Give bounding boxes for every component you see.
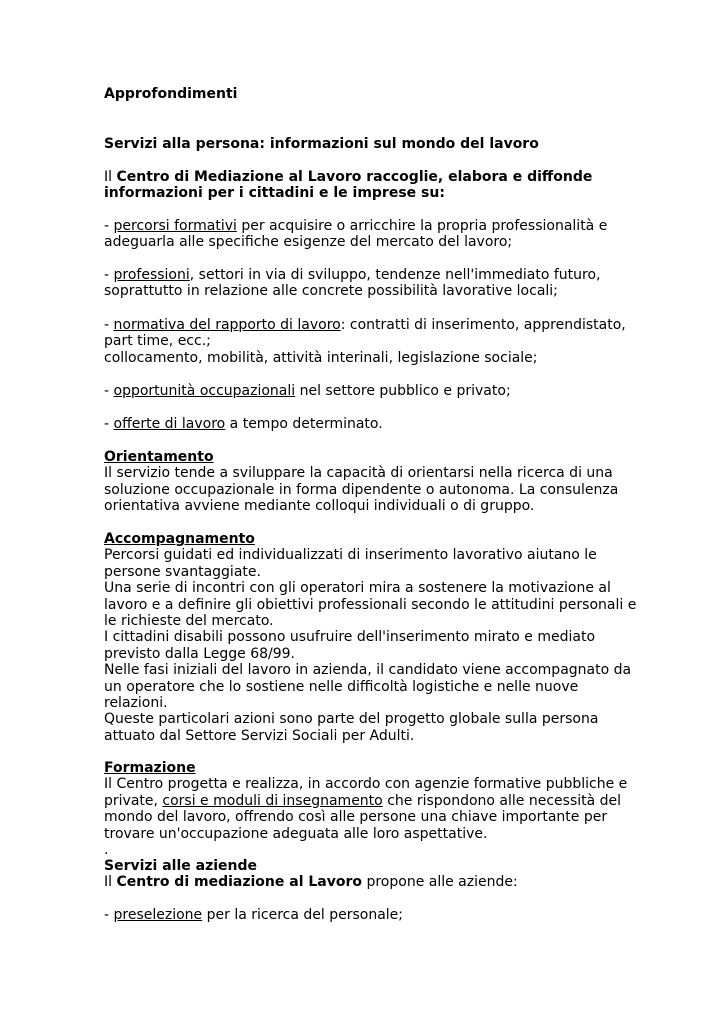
intro-bold-line-2: informazioni per i cittadini e le imprese su: xyxy=(104,185,445,202)
bullet-continuation: collocamento, mobilità, attività interinali, legislazione sociale; xyxy=(104,349,538,366)
formazione-dot: . xyxy=(104,842,109,859)
bullet-continuation: adeguarla alle specifiche esigenze del mercato del lavoro; xyxy=(104,234,513,251)
accompagnamento-line: un operatore che lo sostiene nelle difficoltà logistiche e nelle nuove xyxy=(104,678,579,695)
bullet-text: per acquisire o arricchire la propria professionalità e xyxy=(241,218,608,234)
link-percorsi-formativi[interactable]: percorsi formativi xyxy=(113,218,237,234)
bullet-text: per la ricerca del personale; xyxy=(206,907,404,923)
bullet-percorsi-formativi xyxy=(104,218,624,251)
accompagnamento-line: lavoro e a definire gli obiettivi professionali secondo le attitudini personali e xyxy=(104,596,637,613)
accompagnamento-line: persone svantaggiate. xyxy=(104,563,261,580)
bullet-dash: - xyxy=(104,218,110,234)
page-heading: Approfondimenti xyxy=(104,86,238,102)
bullet-professioni xyxy=(104,267,624,300)
accompagnamento-line: I cittadini disabili possono usufruire dell'inserimento mirato e mediato xyxy=(104,629,596,646)
orientamento-line: soluzione occupazionale in forma dipendente o autonoma. La consulenza xyxy=(104,481,619,498)
aziende-post: propone alle aziende: xyxy=(366,874,518,891)
accompagnamento-line: Queste particolari azioni sono parte del progetto globale sulla persona xyxy=(104,711,599,728)
link-corsi-moduli-insegnamento[interactable]: corsi e moduli di insegnamento xyxy=(162,792,383,809)
accompagnamento-line: relazioni. xyxy=(104,695,168,712)
bullet-dash: - xyxy=(104,267,110,283)
bullet-text: , settori in via di sviluppo, tendenze nell'immediato futuro, xyxy=(189,267,601,283)
bullet-dash: - xyxy=(104,383,110,399)
formazione-line: mondo del lavoro, offrendo così alle persone una chiave importante per xyxy=(104,809,608,826)
aziende-bold: Centro di mediazione al Lavoro xyxy=(116,874,363,891)
accompagnamento-line: le richieste del mercato. xyxy=(104,613,274,630)
aziende-title: Servizi alle aziende xyxy=(104,858,258,874)
section-servizi-aziende xyxy=(104,858,624,891)
accompagnamento-line: Percorsi guidati ed individualizzati di inserimento lavorativo aiutano le xyxy=(104,547,597,564)
accompagnamento-title: Accompagnamento xyxy=(104,531,255,547)
bullet-dash: - xyxy=(104,416,110,432)
section-formazione xyxy=(104,760,628,859)
link-preselezione[interactable]: preselezione xyxy=(113,907,203,923)
section-title: Servizi alla persona: informazioni sul mondo del lavoro xyxy=(104,136,539,152)
formazione-line: trovare un'occupazione adeguata alle loro aspettative. xyxy=(104,825,488,842)
bullet-text: nel settore pubblico e privato; xyxy=(299,383,511,399)
bullet-text: : contratti di inserimento, apprendistato, xyxy=(340,317,626,333)
orientamento-line: Il servizio tende a sviluppare la capacità di orientarsi nella ricerca di una xyxy=(104,465,613,482)
aziende-pre: Il xyxy=(104,874,113,891)
bullet-text: a tempo determinato. xyxy=(229,416,383,432)
bullet-normativa xyxy=(104,317,624,366)
bullet-preselezione xyxy=(104,907,624,923)
orientamento-title: Orientamento xyxy=(104,449,214,465)
link-offerte-di-lavoro[interactable]: offerte di lavoro xyxy=(113,416,226,432)
bullet-continuation: part time, ecc.; xyxy=(104,333,211,350)
formazione-text: private, xyxy=(104,792,158,809)
accompagnamento-line: Nelle fasi iniziali del lavoro in azienda, il candidato viene accompagnato da xyxy=(104,662,632,679)
bullet-opportunita xyxy=(104,383,624,399)
orientamento-line: orientativa avviene mediante colloqui individuali o di gruppo. xyxy=(104,498,535,515)
intro-bold-line-1: Centro di Mediazione al Lavoro raccoglie, elabora e diffonde xyxy=(116,169,593,185)
formazione-line: Il Centro progetta e realizza, in accordo con agenzie formative pubbliche e xyxy=(104,776,628,793)
link-opportunita-occupazionali[interactable]: opportunità occupazionali xyxy=(113,383,296,399)
link-professioni[interactable]: professioni xyxy=(113,267,190,283)
formazione-title: Formazione xyxy=(104,760,196,776)
formazione-text: che rispondono alle necessità del xyxy=(387,792,622,809)
bullet-dash: - xyxy=(104,907,110,923)
intro-il: Il xyxy=(104,169,113,185)
bullet-dash: - xyxy=(104,317,110,333)
section-accompagnamento xyxy=(104,531,637,744)
accompagnamento-line: Una serie di incontri con gli operatori mira a sostenere la motivazione al xyxy=(104,580,611,597)
bullet-continuation: soprattutto in relazione alle concrete possibilità lavorative locali; xyxy=(104,283,558,300)
accompagnamento-line: previsto dalla Legge 68/99. xyxy=(104,645,295,662)
section-orientamento xyxy=(104,449,624,515)
bullet-offerte xyxy=(104,416,624,432)
accompagnamento-line: attuato dal Settore Servizi Sociali per Adulti. xyxy=(104,727,415,744)
intro-paragraph xyxy=(104,169,624,202)
link-normativa-rapporto-lavoro[interactable]: normativa del rapporto di lavoro xyxy=(113,317,341,333)
